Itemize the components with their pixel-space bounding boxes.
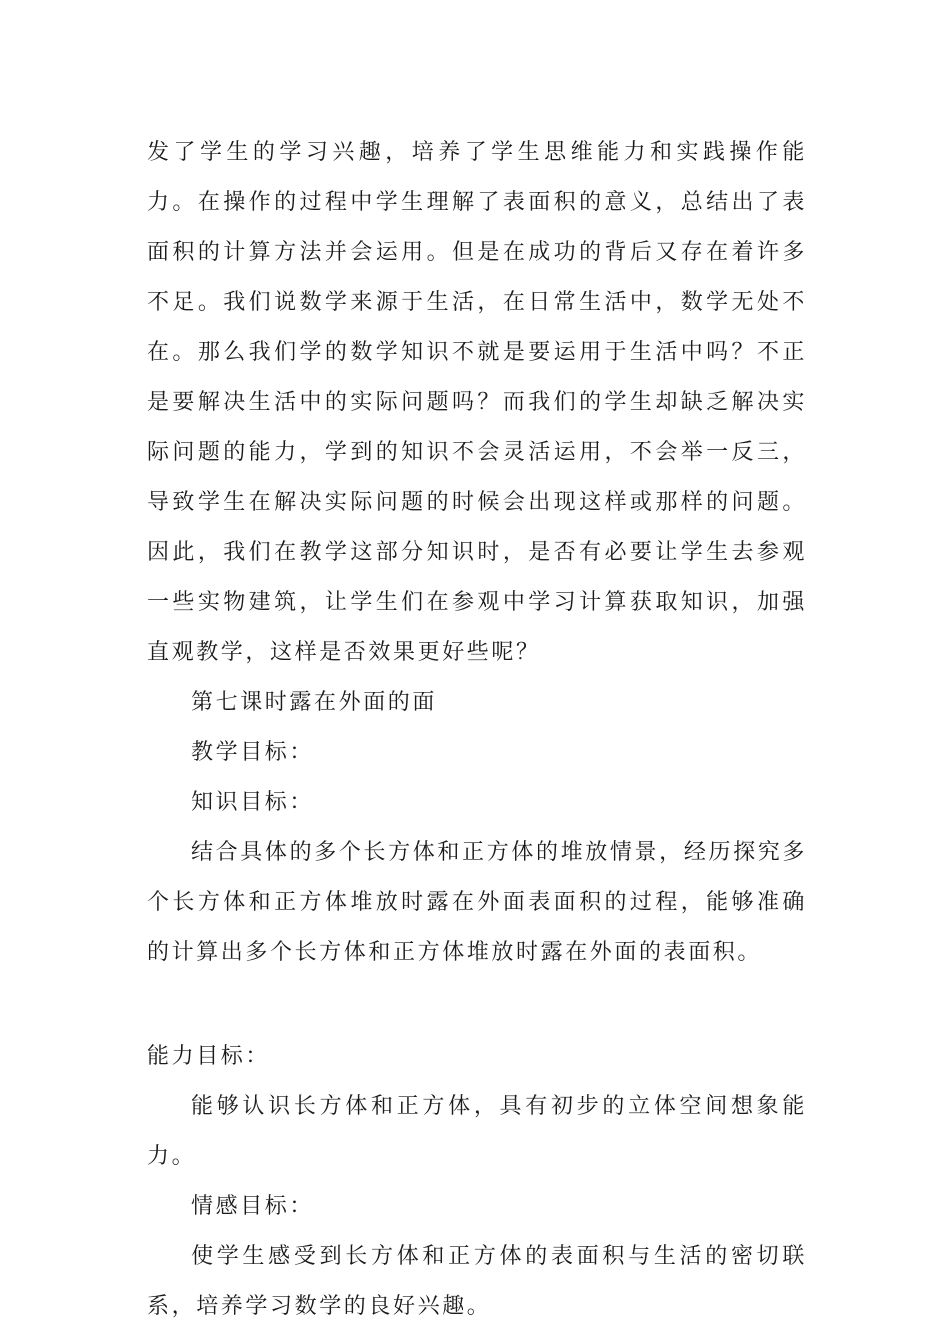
paragraph-emotion-goals: 使学生感受到长方体和正方体的表面积与生活的密切联系，培养学习数学的良好兴趣。 [147, 1244, 807, 1319]
document-body [147, 128, 807, 1332]
heading-teaching-goals: 教学目标： [191, 740, 315, 765]
heading-knowledge-goals: 知识目标： [191, 790, 315, 815]
heading-ability-goals: 能力目标： [147, 1044, 271, 1069]
paragraph-ability-goals: 能够认识长方体和正方体，具有初步的立体空间想象能力。 [147, 1094, 807, 1169]
paragraph-knowledge-goals: 结合具体的多个长方体和正方体的堆放情景，经历探究多个长方体和正方体堆放时露在外面表面积的过程，能够准确的计算出多个长方体和正方体堆放时露在外面的表面积。 [147, 840, 807, 965]
heading-emotion-goals: 情感目标： [191, 1194, 315, 1219]
lesson-title: 第七课时露在外面的面 [191, 690, 438, 715]
paragraph-reflection: 发了学生的学习兴趣，培养了学生思维能力和实践操作能力。在操作的过程中学生理解了表面积的意义，总结出了表面积的计算方法并会运用。但是在成功的背后又存在着许多不足。我们说数学来源于生活，在日常生活中，数学无处不在。那么我们学的数学知识不就是要运用于生活中吗？不正是要解决生活中的实际问题吗？而我们的学生却缺乏解决实际问题的能力，学到的知识不会灵活运用，不会举一反三，导致学生在解决实际问题的时候会出现这样或那样的问题。因此，我们在教学这部分知识时，是否有必要让学生去参观一些实物建筑，让学生们在参观中学习计算获取知识，加强直观教学，这样是否效果更好些呢？ [147, 140, 807, 665]
